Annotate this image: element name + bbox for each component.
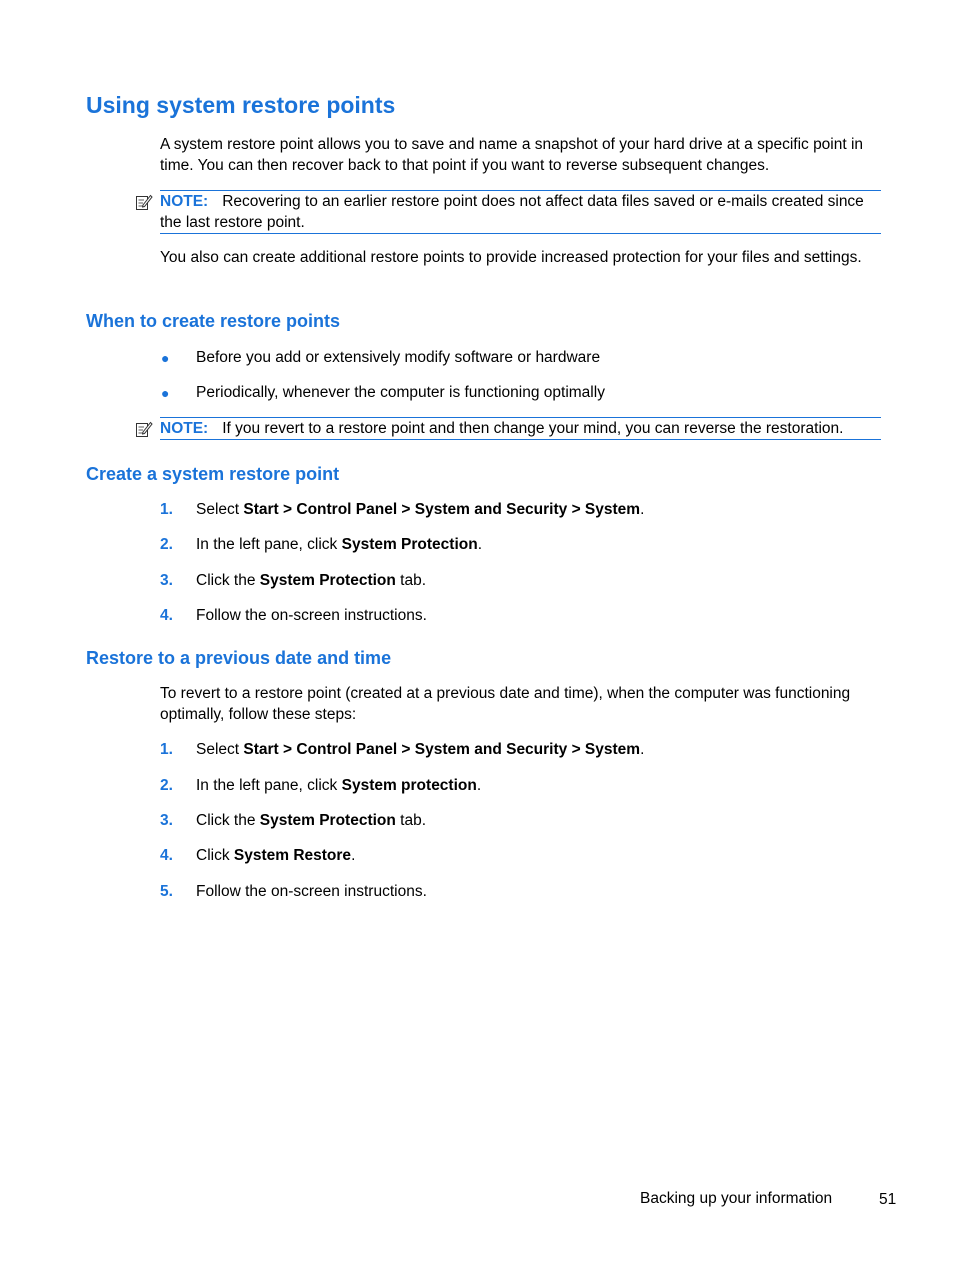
list-item: ● Periodically, whenever the computer is functioning optimally — [160, 382, 885, 404]
note-text: If you revert to a restore point and then change your mind, you can reverse the restoration. — [222, 420, 844, 437]
list-item: 5. Follow the on-screen instructions. — [160, 883, 427, 900]
list-item: 4. Click System Restore. — [160, 847, 356, 864]
list-item: 1. Select Start > Control Panel > System and Security > System. — [160, 741, 645, 758]
list-item: 1. Select Start > Control Panel > System and Security > System. — [160, 501, 645, 518]
page-title: Using system restore points — [86, 92, 396, 118]
note-pencil-icon — [135, 193, 153, 211]
note-label: NOTE: — [160, 420, 209, 437]
bullet: ● — [161, 350, 170, 366]
note-text: Recovering to an earlier restore point does not affect data files saved or e-mails created since the last restore point. — [160, 193, 864, 231]
footer-section-title: Backing up your information — [640, 1190, 833, 1207]
list-item: 3. Click the System Protection tab. — [160, 812, 427, 829]
section-heading-when: When to create restore points — [86, 311, 341, 331]
list-item: 2. In the left pane, click System protection. — [160, 777, 482, 794]
additional-paragraph: You also can create additional restore points to provide increased protection for your files and settings. — [160, 249, 862, 266]
list-item: 2. In the left pane, click System Protection. — [160, 536, 483, 553]
restore-intro-paragraph: To revert to a restore point (created at a previous date and time), when the computer was functioning optimally, follow these steps: — [160, 685, 851, 723]
section-heading-restore: Restore to a previous date and time — [86, 648, 392, 668]
section-heading-create: Create a system restore point — [86, 464, 340, 484]
note-box-2 — [160, 417, 881, 440]
page-number: 51 — [879, 1191, 897, 1208]
intro-paragraph: A system restore point allows you to save and name a snapshot of your hard drive at a specific point in time. You can then recover back to that point if you want to reverse subsequent changes. — [160, 136, 864, 174]
list-item: 4. Follow the on-screen instructions. — [160, 607, 427, 624]
note-label: NOTE: — [160, 193, 209, 210]
note-box-1 — [160, 190, 881, 234]
list-item: ● Before you add or extensively modify software or hardware — [160, 347, 885, 369]
note-pencil-icon — [135, 420, 153, 438]
bullet: ● — [161, 385, 170, 401]
list-item: 3. Click the System Protection tab. — [160, 572, 427, 589]
